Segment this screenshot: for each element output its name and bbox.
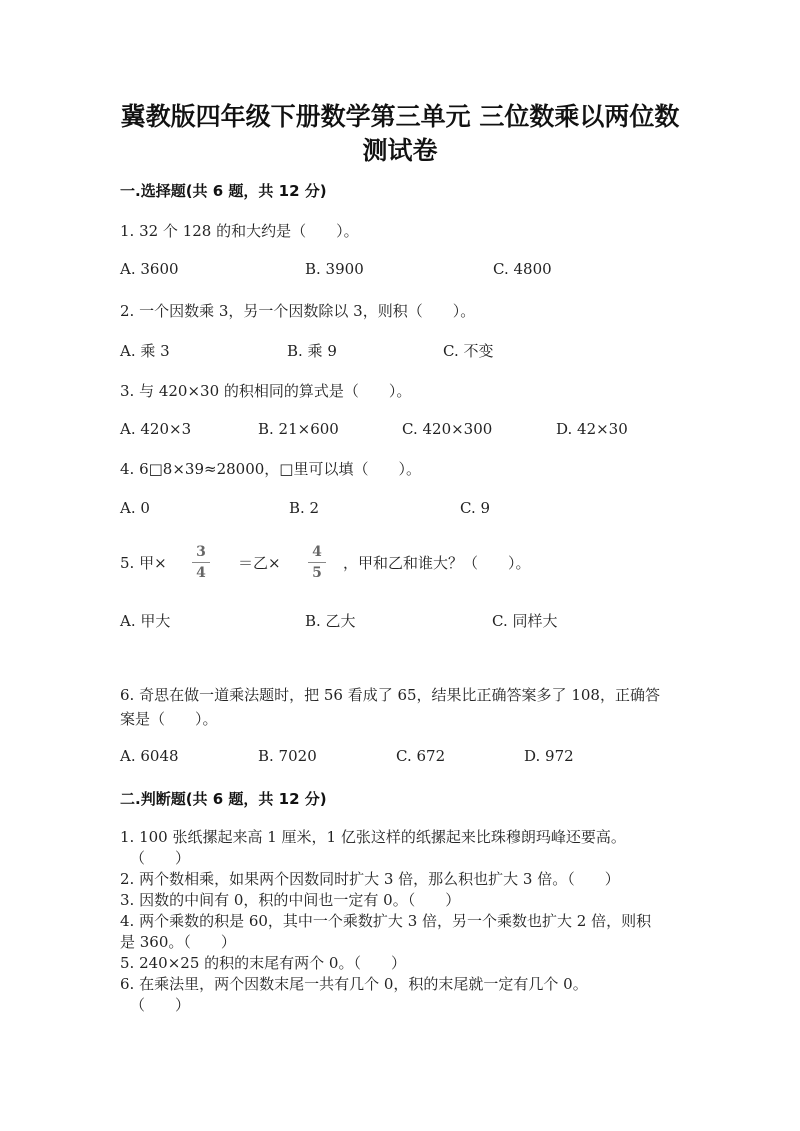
- q1-option-a: A. 3600: [120, 260, 179, 278]
- q2-option-a: A. 乘 3: [120, 342, 170, 360]
- judge-line: 6. 在乘法里，两个因数末尾一共有几个 0，积的末尾就一定有几个 0。: [120, 975, 588, 993]
- q3-option-c: C. 420×300: [402, 420, 493, 438]
- q1-option-c: C. 4800: [493, 260, 552, 278]
- q6-option-c: C. 672: [396, 747, 446, 765]
- section-2-heading: 二.判断题(共 6 题，共 12 分): [120, 790, 327, 808]
- title-line-2: 测试卷: [362, 136, 438, 165]
- q3-option-a: A. 420×3: [120, 420, 192, 438]
- judge-line: 是 360。（ ）: [120, 933, 236, 951]
- fraction-3-4: [189, 544, 213, 581]
- q1-option-b: B. 3900: [305, 260, 364, 278]
- title-line-1: 冀教版四年级下册数学第三单元 三位数乘以两位数: [120, 102, 680, 131]
- judge-line: 5. 240×25 的积的末尾有两个 0。（ ）: [120, 954, 406, 972]
- question-5-middle: ＝乙×: [238, 554, 281, 572]
- question-3: 3. 与 420×30 的积相同的算式是（ ）。: [120, 382, 412, 400]
- question-6-line-2: 案是（ ）。: [120, 710, 218, 728]
- q5-option-b: B. 乙大: [305, 612, 356, 630]
- q4-option-b: B. 2: [289, 499, 320, 517]
- q3-option-d: D. 42×30: [556, 420, 628, 438]
- question-5-prefix: 5. 甲×: [120, 554, 167, 572]
- judge-line: （ ）: [130, 996, 191, 1014]
- q6-option-a: A. 6048: [120, 747, 179, 765]
- judge-line: 2. 两个数相乘，如果两个因数同时扩大 3 倍，那么积也扩大 3 倍。（ ）: [120, 870, 620, 888]
- q5-option-c: C. 同样大: [492, 612, 558, 630]
- q6-option-b: B. 7020: [258, 747, 317, 765]
- question-6-line-1: 6. 奇思在做一道乘法题时，把 56 看成了 65，结果比正确答案多了 108，正确答: [120, 686, 660, 704]
- q4-option-c: C. 9: [460, 499, 491, 517]
- question-5-suffix: ，甲和乙和谁大？（ ）。: [343, 554, 531, 572]
- judge-line: 3. 因数的中间有 0，积的中间也一定有 0。（ ）: [120, 891, 461, 909]
- question-2: 2. 一个因数乘 3，另一个因数除以 3，则积（ ）。: [120, 302, 476, 320]
- q4-option-a: A. 0: [120, 499, 150, 517]
- q2-option-c: C. 不变: [443, 342, 494, 360]
- judge-line: 4. 两个乘数的积是 60，其中一个乘数扩大 3 倍，另一个乘数也扩大 2 倍，则积: [120, 912, 652, 930]
- fraction-4-5: [305, 544, 329, 581]
- q5-option-a: A. 甲大: [120, 612, 171, 630]
- q2-option-b: B. 乘 9: [287, 342, 337, 360]
- fraction-numerator: 3: [196, 544, 206, 560]
- q3-option-b: B. 21×600: [258, 420, 339, 438]
- q6-option-d: D. 972: [524, 747, 574, 765]
- judge-line: 1. 100 张纸摞起来高 1 厘米，1 亿张这样的纸摞起来比珠穆朗玛峰还要高。: [120, 828, 626, 846]
- fraction-denominator: 5: [312, 565, 322, 581]
- fraction-numerator: 4: [312, 544, 322, 560]
- judge-line: （ ）: [130, 849, 191, 867]
- question-4: 4. 6□8×39≈28000，□里可以填（ ）。: [120, 460, 421, 478]
- question-1: 1. 32 个 128 的和大约是（ ）。: [120, 222, 359, 240]
- section-1-heading: 一.选择题(共 6 题，共 12 分): [120, 182, 327, 200]
- fraction-denominator: 4: [196, 565, 206, 581]
